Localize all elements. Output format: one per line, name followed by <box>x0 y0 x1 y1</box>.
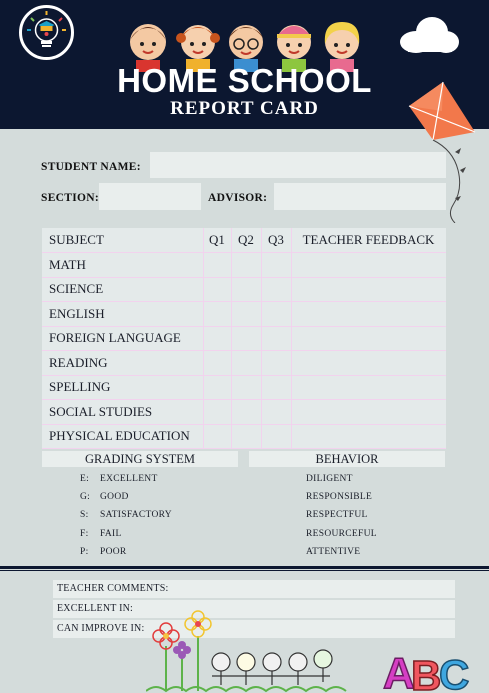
header-q3: Q3 <box>268 232 284 247</box>
header-q2: Q2 <box>238 232 254 247</box>
section-field[interactable] <box>99 183 201 210</box>
grade-code: F: <box>80 529 89 539</box>
table-row <box>42 400 446 425</box>
table-row <box>42 375 446 400</box>
grade-label: FAIL <box>100 529 122 539</box>
grades-table <box>42 228 446 448</box>
header-teacher-feedback: TEACHER FEEDBACK <box>302 232 435 247</box>
advisor-field[interactable] <box>274 183 446 210</box>
table-row <box>42 351 446 376</box>
advisor-label: ADVISOR: <box>208 192 268 204</box>
grade-label: EXCELLENT <box>100 474 158 484</box>
page-subtitle: REPORT CARD <box>170 98 319 119</box>
behavior-item: RESPONSIBLE <box>306 492 373 502</box>
flowers-and-kids-doodle-icon <box>146 606 352 693</box>
subject-name: SCIENCE <box>49 281 104 296</box>
table-row <box>42 302 446 327</box>
behavior-item: RESOURCEFUL <box>306 529 377 539</box>
student-name-label: STUDENT NAME: <box>41 161 141 173</box>
section-divider <box>0 570 489 571</box>
subject-name: ENGLISH <box>49 305 105 321</box>
grade-label: POOR <box>100 547 127 557</box>
subject-name: PHYSICAL EDUCATION <box>49 428 190 443</box>
grading-system-heading: GRADING SYSTEM <box>42 451 238 467</box>
behavior-item: RESPECTFUL <box>306 510 368 520</box>
section-divider <box>0 566 489 569</box>
cloud-icon <box>396 14 460 56</box>
teacher-comments-field[interactable]: TEACHER COMMENTS: <box>53 580 455 598</box>
subject-name: SOCIAL STUDIES <box>49 403 153 419</box>
grade-code: S: <box>80 510 89 520</box>
grade-code: G: <box>80 492 91 502</box>
table-header-row <box>42 228 446 253</box>
behavior-heading: BEHAVIOR <box>249 451 445 467</box>
grade-label: GOOD <box>100 492 129 502</box>
subject-name: SPELLING <box>49 379 111 394</box>
header-q1: Q1 <box>209 232 225 247</box>
svg-text:B: B <box>411 652 442 693</box>
header-subject: SUBJECT <box>49 232 104 247</box>
excellent-in-field[interactable]: EXCELLENT IN: <box>53 600 455 618</box>
page-title: HOME SCHOOL <box>117 62 372 99</box>
grade-label: SATISFACTORY <box>100 510 172 520</box>
table-row <box>42 277 446 302</box>
svg-text:A: A <box>383 649 415 693</box>
subject-name: MATH <box>49 256 86 272</box>
behavior-item: ATTENTIVE <box>306 547 361 557</box>
svg-text:C: C <box>439 651 470 693</box>
can-improve-in-field[interactable]: CAN IMPROVE IN: <box>53 620 455 638</box>
table-row <box>42 326 446 351</box>
subject-name: READING <box>49 354 108 370</box>
lightbulb-logo-icon <box>19 5 74 60</box>
abc-letters-icon <box>381 640 473 693</box>
student-name-field[interactable] <box>150 152 446 178</box>
table-row <box>42 253 446 278</box>
table-row <box>42 424 446 449</box>
behavior-item: DILIGENT <box>306 474 353 484</box>
grade-code: E: <box>80 474 90 484</box>
subject-name: FOREIGN LANGUAGE <box>49 330 181 345</box>
grade-code: P: <box>80 547 89 557</box>
section-label: SECTION: <box>41 192 99 204</box>
